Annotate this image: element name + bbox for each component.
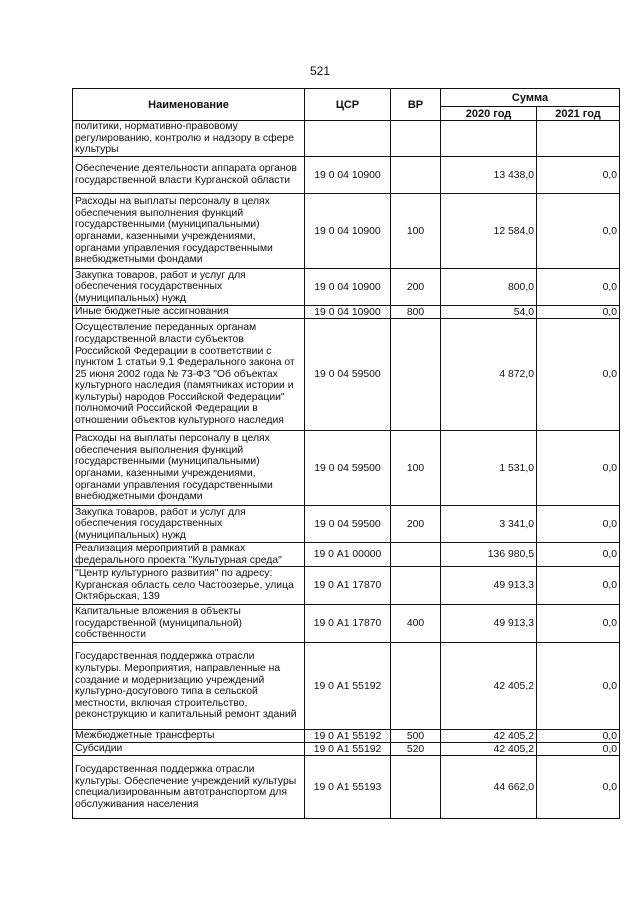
row-sum-2021: 0,0 [537,756,620,819]
row-vr [391,643,441,730]
row-csr: 19 0 А1 55192 [305,730,391,743]
row-csr [305,121,391,157]
row-sum-2021 [537,121,620,157]
row-name: политики, нормативно-правовому регулированию, контролю и надзору в сфере культуры [73,121,305,157]
row-sum-2021: 0,0 [537,157,620,194]
row-name: Обеспечение деятельности аппарата органов государственной власти Курганской области [73,157,305,194]
row-csr: 19 0 04 59500 [305,319,391,431]
row-csr: 19 0 04 10900 [305,194,391,269]
row-sum-2021: 0,0 [537,643,620,730]
row-name: Государственная поддержка отрасли культуры. Обеспечение учреждений культуры специализированным автотранспортом для обслуживания населения [73,756,305,819]
row-vr: 500 [391,730,441,743]
row-name: Государственная поддержка отрасли культуры. Мероприятия, направленные на создание и модернизацию учреждений культурно-досугового типа в сельской местности, включая строительство, реконструкцию и капитальный ремонт зданий [73,643,305,730]
row-sum-2021: 0,0 [537,605,620,643]
header-csr: ЦСР [305,89,391,121]
table-row [73,643,620,730]
row-sum-2020: 44 662,0 [441,756,537,819]
row-csr: 19 0 А1 17870 [305,605,391,643]
row-name: Иные бюджетные ассигнования [73,306,305,319]
row-sum-2021: 0,0 [537,730,620,743]
row-sum-2021: 0,0 [537,506,620,543]
row-name: Закупка товаров, работ и услуг для обеспечения государственных (муниципальных) нужд [73,269,305,306]
row-sum-2020: 49 913,3 [441,567,537,605]
row-csr: 19 0 А1 17870 [305,567,391,605]
row-vr [391,543,441,567]
row-name: Межбюджетные трансферты [73,730,305,743]
row-sum-2021: 0,0 [537,431,620,506]
row-csr: 19 0 04 59500 [305,506,391,543]
row-vr: 520 [391,743,441,756]
table-row [73,567,620,605]
row-sum-2021: 0,0 [537,743,620,756]
row-vr: 100 [391,431,441,506]
table-row [73,543,620,567]
row-sum-2020: 800,0 [441,269,537,306]
table-row [73,756,620,819]
row-vr: 100 [391,194,441,269]
row-name: Капитальные вложения в объекты государственной (муниципальной) собственности [73,605,305,643]
table-row [73,194,620,269]
row-csr: 19 0 04 10900 [305,306,391,319]
row-sum-2021: 0,0 [537,306,620,319]
row-name: Закупка товаров, работ и услуг для обеспечения государственных (муниципальных) нужд [73,506,305,543]
row-sum-2021: 0,0 [537,567,620,605]
table-body [73,121,620,819]
row-vr [391,567,441,605]
row-sum-2020: 54,0 [441,306,537,319]
header-name: Наименование [73,89,305,121]
row-sum-2020: 12 584,0 [441,194,537,269]
row-vr: 200 [391,269,441,306]
row-name: "Центр культурного развития" по адресу: Курганская область село Частоозерье, улица Октябрьская, 139 [73,567,305,605]
table-row [73,319,620,431]
row-sum-2020: 136 980,5 [441,543,537,567]
row-csr: 19 0 04 10900 [305,157,391,194]
row-vr: 800 [391,306,441,319]
header-year-2021: 2021 год [537,107,620,121]
table-row [73,743,620,756]
budget-table [72,88,620,819]
row-sum-2021: 0,0 [537,543,620,567]
header-sum: Сумма [441,89,620,107]
row-sum-2021: 0,0 [537,269,620,306]
row-sum-2020: 42 405,2 [441,730,537,743]
row-name: Субсидии [73,743,305,756]
row-vr [391,756,441,819]
row-sum-2020: 42 405,2 [441,643,537,730]
header-vr: ВР [391,89,441,121]
row-csr: 19 0 04 59500 [305,431,391,506]
row-sum-2020: 1 531,0 [441,431,537,506]
row-sum-2021: 0,0 [537,319,620,431]
row-vr [391,319,441,431]
row-csr: 19 0 04 10900 [305,269,391,306]
page-number: 521 [309,64,331,78]
row-name: Расходы на выплаты персоналу в целях обеспечения выполнения функций государственными (муниципальными) органами, казенными учреждениями, органами управления государственными внебюджетными фондами [73,194,305,269]
row-vr [391,121,441,157]
row-csr: 19 0 А1 00000 [305,543,391,567]
table-row [73,506,620,543]
row-vr [391,157,441,194]
row-sum-2020: 4 872,0 [441,319,537,431]
row-csr: 19 0 А1 55192 [305,743,391,756]
row-name: Реализация мероприятий в рамках федерального проекта "Культурная среда" [73,543,305,567]
row-name: Расходы на выплаты персоналу в целях обеспечения выполнения функций государственными (муниципальными) органами, казенными учреждениями, органами управления государственными внебюджетными фондами [73,431,305,506]
row-sum-2021: 0,0 [537,194,620,269]
row-csr: 19 0 А1 55192 [305,643,391,730]
header-year-2020: 2020 год [441,107,537,121]
table-row [73,431,620,506]
table-row [73,121,620,157]
row-vr: 400 [391,605,441,643]
row-sum-2020: 42 405,2 [441,743,537,756]
row-sum-2020: 3 341,0 [441,506,537,543]
row-csr: 19 0 А1 55193 [305,756,391,819]
row-vr: 200 [391,506,441,543]
row-sum-2020 [441,121,537,157]
table-row [73,157,620,194]
table-row [73,605,620,643]
row-name: Осуществление переданных органам государственной власти субъектов Российской Федерации в соответствии с пунктом 1 статьи 9.1 Федерального закона от 25 июня 2002 года № 73-ФЗ "Об объектах культурного наследия (памятниках истории и культуры) народов Российской Федерации" полномочий Российской Федерации в отношении объектов культурного наследия [73,319,305,431]
table-row [73,730,620,743]
table-row [73,269,620,306]
row-sum-2020: 13 438,0 [441,157,537,194]
row-sum-2020: 49 913,3 [441,605,537,643]
table-row [73,306,620,319]
